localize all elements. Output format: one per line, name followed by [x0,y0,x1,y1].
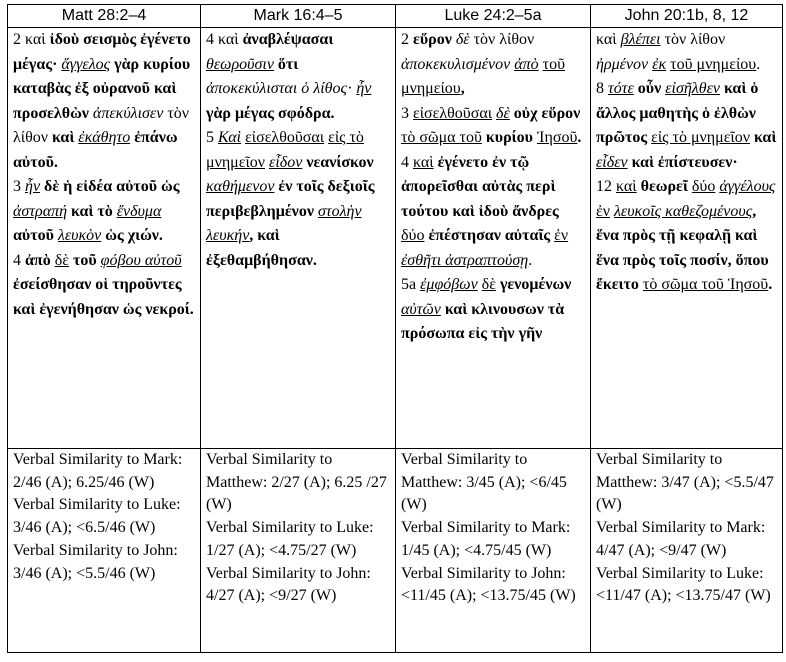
greek-text-run: εὕρον [413,31,452,48]
greek-text-run: θεωροῦσιν [206,55,274,73]
similarity-line: Verbal Similarity to Luke: <11/47 (A); <13.75/47 (W) [596,564,771,605]
greek-text-run: ἀγγέλους [719,178,776,195]
synopsis-table [7,4,783,653]
greek-text-run: ἄγγελος [61,55,111,73]
greek-text-run: δὲ ἡ εἰδέα αὐτοῦ ὡς [40,178,180,195]
greek-text-run: ἀπὸ [514,55,539,73]
greek-text-run: ἦν [25,178,41,195]
greek-text-run: νεανίσκον [302,153,374,171]
greek-text-run: Ἰησοῦ [536,129,578,146]
greek-text-run: εἰσελθοῦσαι [413,104,493,122]
greek-text-run: 12 [596,178,616,195]
similarity-line: Verbal Similarity to John: 4/27 (A); <9/27 (W) [206,564,371,605]
greek-text-run: αὐτῶν [401,300,441,318]
similarity-row [8,449,783,653]
greek-text-run: ὡς χιών. [101,227,163,244]
similarity-luke [396,449,591,653]
greek-text-run: καθήμενον [206,178,275,195]
greek-text-run: 4 [206,31,218,48]
greek-text-run: 5 [206,129,218,146]
similarity-john [591,449,783,653]
greek-text-run: τότε [608,80,634,97]
greek-text-run: δύο [401,227,425,244]
greek-text-run: 3 [401,104,413,122]
greek-text-run: ἠρμένον [596,55,649,73]
similarity-line: Verbal Similarity to Matthew: 2/27 (A); 6.25 /27 (W) [206,451,387,514]
greek-text-run: ἀποκεκυλισμένον [401,55,511,73]
greek-text-run: θεωρεῖ [636,178,692,195]
greek-text-run: ἐπάνω αὐτοῦ. [13,129,178,171]
greek-text-run: ἐκ [652,55,667,73]
greek-text-run: καὶ ὁ ἄλλος μαθητὴς ὁ ἐλθὼν πρῶτος [596,80,759,146]
greek-text-run: κυρίου [481,129,537,146]
similarity-matthew [8,449,201,653]
passage-matthew [8,28,201,449]
similarity-mark [201,449,396,653]
greek-text-run: τοῦ [68,251,101,269]
greek-text-run: λευκὸν [57,227,102,244]
similarity-line: Verbal Similarity to John: 3/46 (A); <5.5/46 (W) [13,541,178,582]
greek-text-run: τὸ σῶμα τοῦ [401,129,482,146]
greek-text-run: 4 [401,153,413,171]
greek-text-run: οὐχ εὕρον [509,104,581,122]
column-header-luke: Luke 24:2–5a [396,5,591,28]
greek-text-run: δύο [691,178,716,195]
similarity-line: Verbal Similarity to Mark: 4/47 (A); <9/47 (W) [596,519,766,559]
greek-text-run: εἶδεν [596,153,628,171]
column-header-matthew: Matt 28:2–4 [8,5,201,28]
header-row [8,5,783,28]
greek-text-run: τοῦ μνημείου [670,55,757,73]
greek-text-run: γενομένων [495,276,572,293]
similarity-line: Verbal Similarity to Luke: 3/46 (A); <6.5/46 (W) [13,496,181,537]
greek-text-run: ἐν [554,227,569,244]
greek-text-run: 8 [596,80,608,97]
column-header-mark: Mark 16:4–5 [201,5,396,28]
greek-text-run: ἐσθῆτι ἀστραπτούσῃ [401,251,529,269]
greek-text-run: τοῦ μνημείου [401,55,566,97]
greek-text-run: δὲ [496,104,510,122]
greek-text-run: δὲ [481,276,496,293]
greek-text-run: ἔνδυμα [116,202,162,220]
greek-text-run: καὶ ἐπίστευσεν· [627,153,738,171]
similarity-line: Verbal Similarity to Luke: 1/27 (A); <4.75/27 (W) [206,519,374,559]
greek-text-run: τὸν λίθον [660,31,726,48]
similarity-line: Verbal Similarity to Matthew: 3/47 (A); <5.5/47 (W) [596,451,774,514]
greek-text-run: τὸν λίθον [13,104,190,146]
greek-text-run: καὶ [616,178,637,195]
greek-text-run: ἀναβλέψασαι [242,31,334,48]
greek-text-run: ἐν τοῖς δεξιοῖς περιβεβλημένον [206,178,375,220]
greek-text-run: Καὶ [218,129,242,146]
greek-text-run: καὶ [218,31,243,48]
similarity-line: Verbal Similarity to Mark: 2/46 (A); 6.25/46 (W) [13,451,183,491]
similarity-line: Verbal Similarity to Mark: 1/45 (A); <4.75/45 (W) [401,519,571,559]
greek-text-run: γὰρ κυρίου καταβὰς ἐξ οὐρανοῦ καὶ προσελθὼν [13,55,191,122]
greek-text-run: καὶ [413,153,434,171]
greek-text-run: 5a [401,276,421,293]
greek-text-run: καὶ κλινουσων τὰ πρόσωπα εἰς τὴν γῆν [401,300,565,342]
greek-text-run: φόβου αὐτοῦ [100,251,182,269]
greek-text-run: ἀπὸ [25,251,55,269]
greek-text-run: καὶ τὸ [67,202,117,220]
similarity-line: Verbal Similarity to John: <11/45 (A); <13.75/45 (W) [401,564,576,605]
greek-text-run: . [577,129,582,146]
greek-text-run: ἐμφόβων [420,276,478,293]
greek-text-run: καὶ [749,129,777,146]
greek-text-run: βλέπει [620,31,661,48]
greek-text-run: ὅτι [273,55,299,73]
greek-text-run: εἰς τὸ μνημεῖον [206,129,364,171]
passage-john [591,28,783,449]
greek-text-run: 2 [13,31,25,48]
greek-text-run: ἐκάθητο [78,129,131,146]
greek-text-run: ἀστραπή [13,202,68,220]
greek-text-run: δὲ [54,251,69,269]
greek-text-run: 3 [13,178,25,195]
greek-text-run: 4 [13,251,25,269]
greek-text-run: στολὴν λευκήν [206,202,362,244]
passage-luke [396,28,591,449]
greek-text-run: ἐγένετο ἐν τῷ ἀπορεῖσθαι αὐτὰς περὶ τούτου καὶ ἰδοὺ ἄνδρες [401,153,559,220]
greek-text-run: , καὶ ἐξεθαμβήθησαν. [206,227,317,269]
greek-text-run: εἶδον [269,153,303,171]
greek-text-run: καὶ [51,129,79,146]
greek-text-run: ἐσείσθησαν οἱ τηροῦντες καὶ ἐγενήθησαν ὡς νεκροί. [13,276,194,318]
greek-text-run: , ἕνα πρὸς τῇ κεφαλῇ καὶ ἕνα πρὸς τοῖς ποσίν, ὅπου ἔκειτο [596,202,769,293]
greek-text-run: εἰς τὸ μνημεῖον [651,129,750,146]
greek-text-run: 2 [401,31,413,48]
greek-text-run: δὲ [451,31,470,48]
column-header-john: John 20:1b, 8, 12 [591,5,783,28]
passage-row [8,28,783,449]
greek-text-run: τὸν λίθον [469,31,535,48]
greek-text-run: . [528,251,533,269]
greek-text-run: ἐπέστησαν αὐταῖς [424,227,555,244]
greek-text-run: , [460,80,465,97]
greek-text-run: οὖν [633,80,666,97]
greek-text-run: γὰρ μέγας σφόδρα. [206,104,335,122]
greek-text-run: ἀποκεκύλισται ὁ λίθος· [206,80,357,97]
greek-text-run: . [756,55,761,73]
greek-text-run: ἰδοὺ σεισμὸς ἐγένετο μέγας· [13,31,191,73]
greek-text-run: ἀπεκύλισεν [92,104,164,122]
similarity-line: Verbal Similarity to Matthew: 3/45 (A); <6/45 (W) [401,451,567,514]
greek-text-run: ἐν [596,202,610,220]
greek-text-run: ἦν [356,80,372,97]
synopsis-table-wrapper [7,4,783,653]
greek-text-run: εἰσελθοῦσαι [245,129,325,146]
greek-text-run: καὶ [596,31,621,48]
greek-text-run: εἰσῆλθεν [665,80,720,97]
greek-text-run: καὶ [25,31,50,48]
greek-text-run: . [768,276,773,293]
passage-mark [201,28,396,449]
greek-text-run: αὐτοῦ [13,227,58,244]
greek-text-run: τὸ σῶμα τοῦ Ἰησοῦ [642,276,769,293]
greek-text-run: λευκοῖς καθεζομένους [613,202,753,220]
